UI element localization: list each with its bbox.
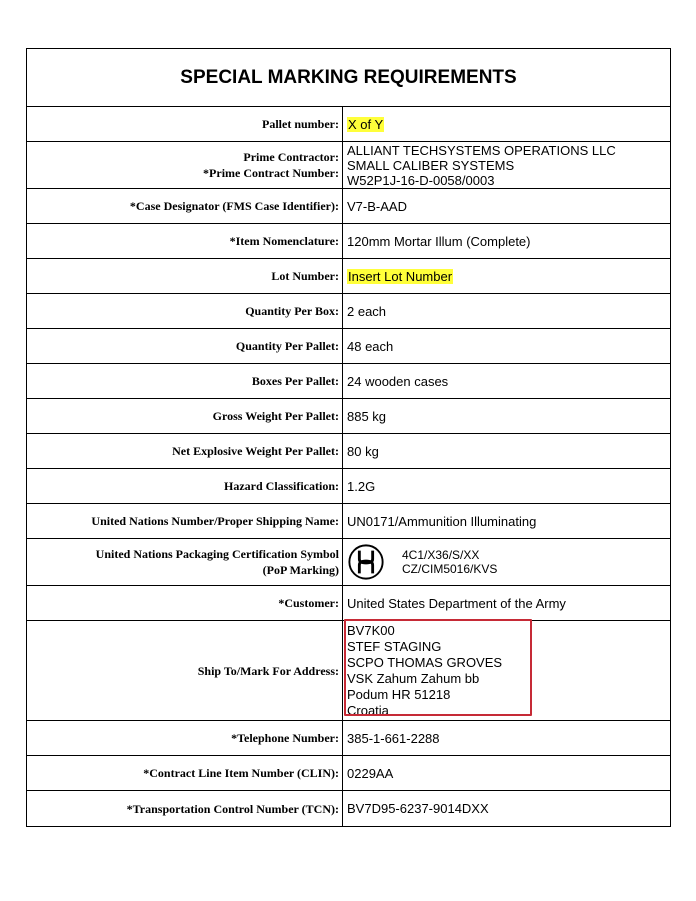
row-lot-number bbox=[27, 259, 670, 294]
lot-number-highlight: Insert Lot Number bbox=[348, 268, 453, 284]
un-number-value: UN0171/Ammunition Illuminating bbox=[347, 513, 537, 529]
customer-value: United States Department of the Army bbox=[347, 595, 566, 611]
telephone-value: 385-1-661-2288 bbox=[347, 730, 440, 746]
form-title: SPECIAL MARKING REQUIREMENTS bbox=[27, 49, 670, 107]
row-un-number bbox=[27, 504, 670, 539]
prime-contractor-value: ALLIANT TECHSYSTEMS OPERATIONS LLC SMALL CALIBER SYSTEMS W52P1J-16-D-0058/0003 bbox=[347, 142, 616, 188]
tcn-label: *Transportation Control Number (TCN): bbox=[27, 791, 343, 826]
boxes-per-pallet-value: 24 wooden cases bbox=[347, 373, 449, 389]
un-packaging-value bbox=[343, 539, 670, 585]
tcn-value: BV7D95-6237-9014DXX bbox=[347, 801, 489, 816]
row-prime-contractor bbox=[27, 142, 670, 189]
un-packaging-label: United Nations Packaging Certification Symbol (PoP Marking) bbox=[27, 539, 343, 585]
row-un-packaging-symbol bbox=[27, 539, 670, 586]
row-ship-to-address bbox=[27, 621, 670, 721]
quantity-per-pallet-value: 48 each bbox=[347, 338, 394, 354]
pallet-number-highlight: X of Y bbox=[348, 116, 384, 132]
address-line: Croatia bbox=[347, 702, 389, 718]
row-item-nomenclature bbox=[27, 224, 670, 259]
net-explosive-weight-value: 80 kg bbox=[347, 443, 379, 459]
row-quantity-per-pallet bbox=[27, 329, 670, 364]
lot-number-value bbox=[343, 259, 670, 293]
customer-label: *Customer: bbox=[27, 586, 343, 620]
row-telephone bbox=[27, 721, 670, 756]
row-clin bbox=[27, 756, 670, 791]
address-line: SCPO THOMAS GROVES bbox=[347, 654, 503, 670]
lot-number-label: Lot Number: bbox=[27, 259, 343, 293]
un-packaging-codes: 4C1/X36/S/XX CZ/CIM5016/KVS bbox=[402, 548, 498, 576]
quantity-per-box-label: Quantity Per Box: bbox=[27, 294, 343, 328]
address-lines bbox=[347, 621, 670, 720]
clin-label: *Contract Line Item Number (CLIN): bbox=[27, 756, 343, 790]
hazard-classification-value: 1.2G bbox=[347, 478, 376, 494]
telephone-label: *Telephone Number: bbox=[27, 721, 343, 755]
case-designator-label: *Case Designator (FMS Case Identifier): bbox=[27, 189, 343, 223]
row-hazard-classification bbox=[27, 469, 670, 504]
gross-weight-value: 885 kg bbox=[347, 408, 387, 424]
address-line: BV7K00 bbox=[347, 622, 395, 638]
item-nomenclature-value: 120mm Mortar Illum (Complete) bbox=[347, 233, 531, 249]
gross-weight-label: Gross Weight Per Pallet: bbox=[27, 399, 343, 433]
quantity-per-box-value: 2 each bbox=[347, 303, 387, 319]
case-designator-value: V7-B-AAD bbox=[347, 198, 407, 214]
clin-value: 0229AA bbox=[347, 765, 394, 781]
net-explosive-weight-label: Net Explosive Weight Per Pallet: bbox=[27, 434, 343, 468]
row-net-explosive-weight bbox=[27, 434, 670, 469]
pallet-number-value bbox=[343, 107, 670, 141]
boxes-per-pallet-label: Boxes Per Pallet: bbox=[27, 364, 343, 398]
item-nomenclature-label: *Item Nomenclature: bbox=[27, 224, 343, 258]
row-case-designator bbox=[27, 189, 670, 224]
row-gross-weight bbox=[27, 399, 670, 434]
ship-to-value bbox=[343, 621, 670, 720]
prime-contractor-label: Prime Contractor: *Prime Contract Number: bbox=[27, 142, 343, 188]
row-customer bbox=[27, 586, 670, 621]
address-line: STEF STAGING bbox=[347, 638, 442, 654]
row-pallet-number bbox=[27, 107, 670, 142]
un-packaging-symbol-icon bbox=[347, 543, 385, 581]
special-marking-form bbox=[26, 48, 671, 827]
row-tcn bbox=[27, 791, 670, 826]
row-quantity-per-box bbox=[27, 294, 670, 329]
hazard-classification-label: Hazard Classification: bbox=[27, 469, 343, 503]
pallet-number-label: Pallet number: bbox=[27, 107, 343, 141]
ship-to-label: Ship To/Mark For Address: bbox=[27, 621, 343, 720]
quantity-per-pallet-label: Quantity Per Pallet: bbox=[27, 329, 343, 363]
row-boxes-per-pallet bbox=[27, 364, 670, 399]
address-line: Podum HR 51218 bbox=[347, 686, 451, 702]
address-line: VSK Zahum Zahum bb bbox=[347, 670, 480, 686]
un-number-label: United Nations Number/Proper Shipping Name: bbox=[27, 504, 343, 538]
